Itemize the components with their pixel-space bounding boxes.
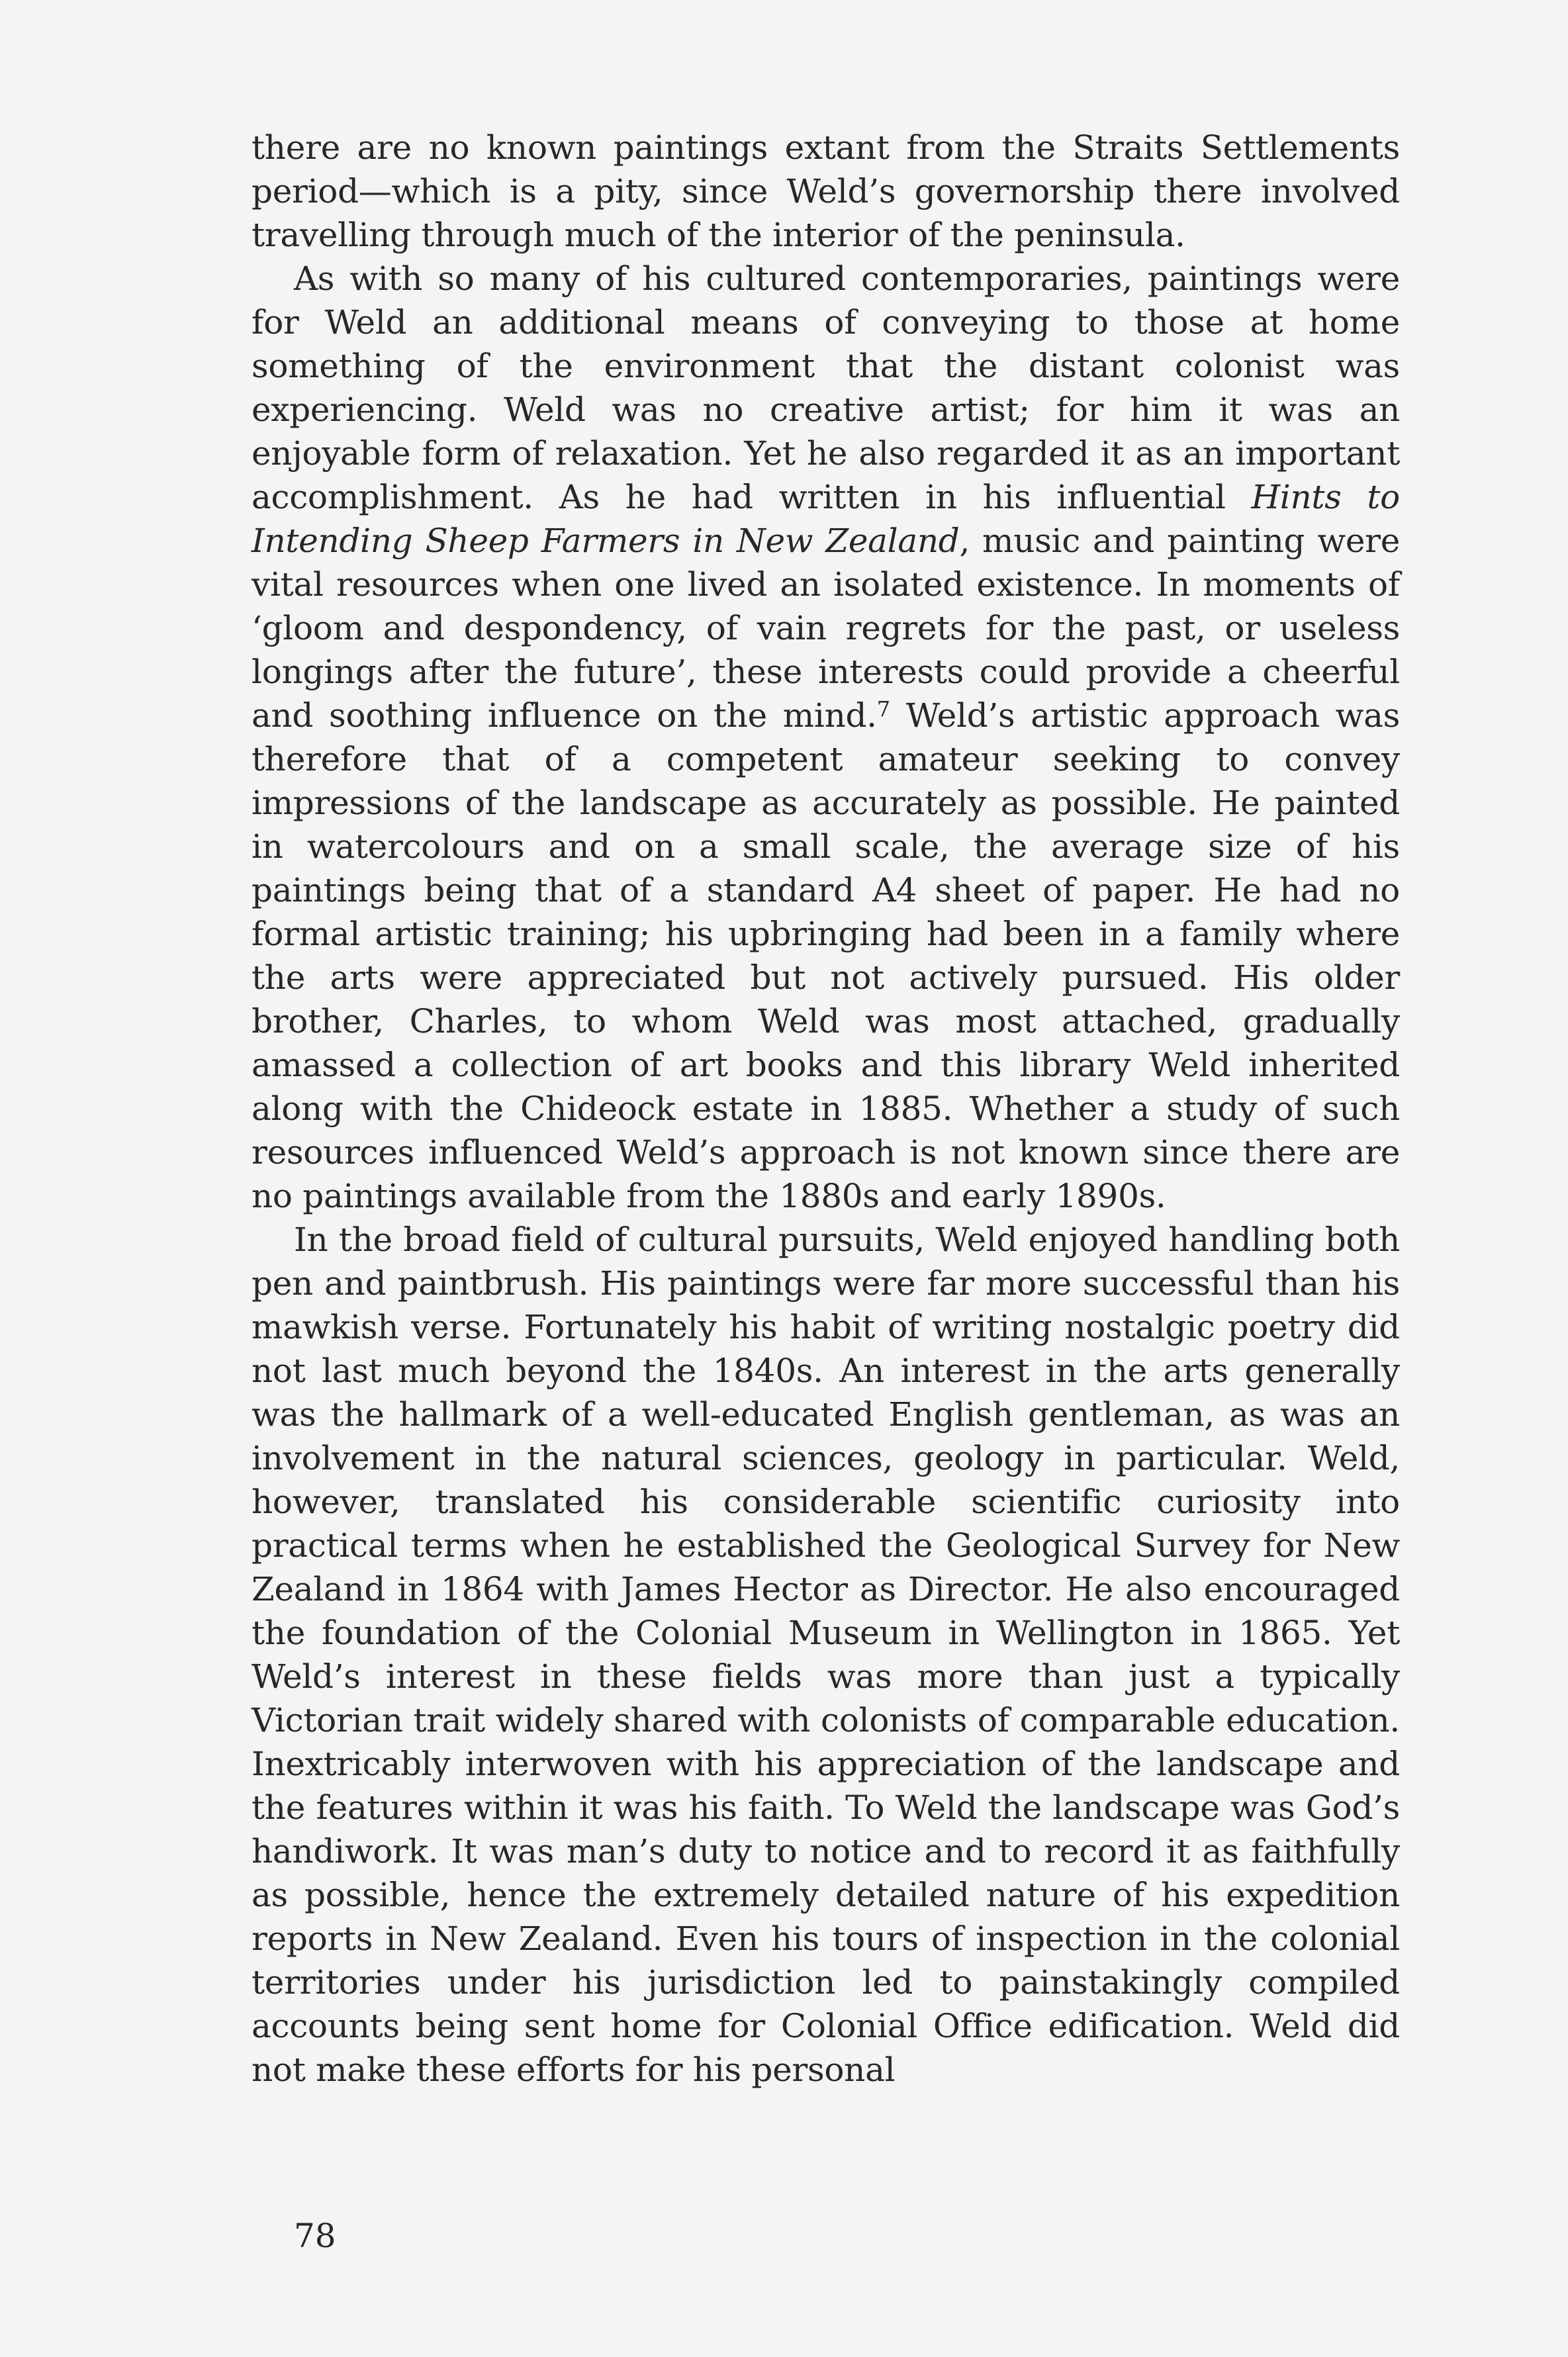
paragraph-2-text-a: As with so many of his cultured contemporaries, paintings were for Weld an additional means of conveying to those at home something of the environment that the distant colonist was experiencing. Weld was no creative artist; for him it was an enjoyable form of relaxation. Yet he also regarded it as an important accomplishment. As he had written in his influential <box>252 259 1400 516</box>
footnote-marker: 7 <box>876 696 890 721</box>
body-text <box>252 126 1400 2092</box>
page-number: 78 <box>294 2217 336 2255</box>
book-title: Hints to Intending Sheep Farmers in New Zealand <box>252 478 1400 560</box>
paragraph-3: In the broad field of cultural pursuits, Weld enjoyed handling both pen and paintbrush. His paintings were far more successful than his mawkish verse. Fortunately his habit of writing nostalgic poetry did not last much beyond the 1840s. An interest in the arts generally was the hallmark of a well-educated English gentleman, as was an involvement in the natural sciences, geology in particular. Weld, however, translated his considerable scientific curiosity into practical terms when he established the Geological Survey for New Zealand in 1864 with James Hector as Director. He also encouraged the foundation of the Colonial Museum in Wellington in 1865. Yet Weld’s interest in these fields was more than just a typically Victorian trait widely shared with colonists of comparable education. Inextricably interwoven with his appreciation of the landscape and the features within it was his faith. To Weld the landscape was God’s handiwork. It was man’s duty to notice and to record it as faithfully as possible, hence the extremely detailed nature of his expedition reports in New Zealand. Even his tours of inspection in the colonial territories under his jurisdiction led to painstakingly compiled accounts being sent home for Colonial Office edification. Weld did not make these efforts for his personal <box>252 1221 1400 2089</box>
paragraph-2-text-c: Weld’s artistic approach was therefore that of a competent amateur seeking to convey impressions of the landscape as accurately as possible. He painted in watercolours and on a small scale, the average size of his paintings being that of a standard A4 sheet of paper. He had no formal artistic training; his upbringing had been in a family where the arts were appreciated but not actively pursued. His older brother, Charles, to whom Weld was most attached, gradually amassed a collection of art books and this library Weld inherited along with the Chideock estate in 1885. Whether a study of such resources influenced Weld’s approach is not known since there are no paintings available from the 1880s and early 1890s. <box>252 696 1400 1215</box>
paragraph-2-text-b: , music and painting were vital resources when one lived an isolated existence. In moments of ‘gloom and despondency, of vain regrets for the past, or useless longings after the future’, these interests could provide a cheerful and soothing influence on the mind. <box>252 522 1401 735</box>
paragraph-2 <box>252 257 1400 1218</box>
paragraph-1: there are no known paintings extant from the Straits Settlements period—which is a pity, since Weld’s governorship there involved travelling through much of the interior of the peninsula. <box>252 128 1400 254</box>
